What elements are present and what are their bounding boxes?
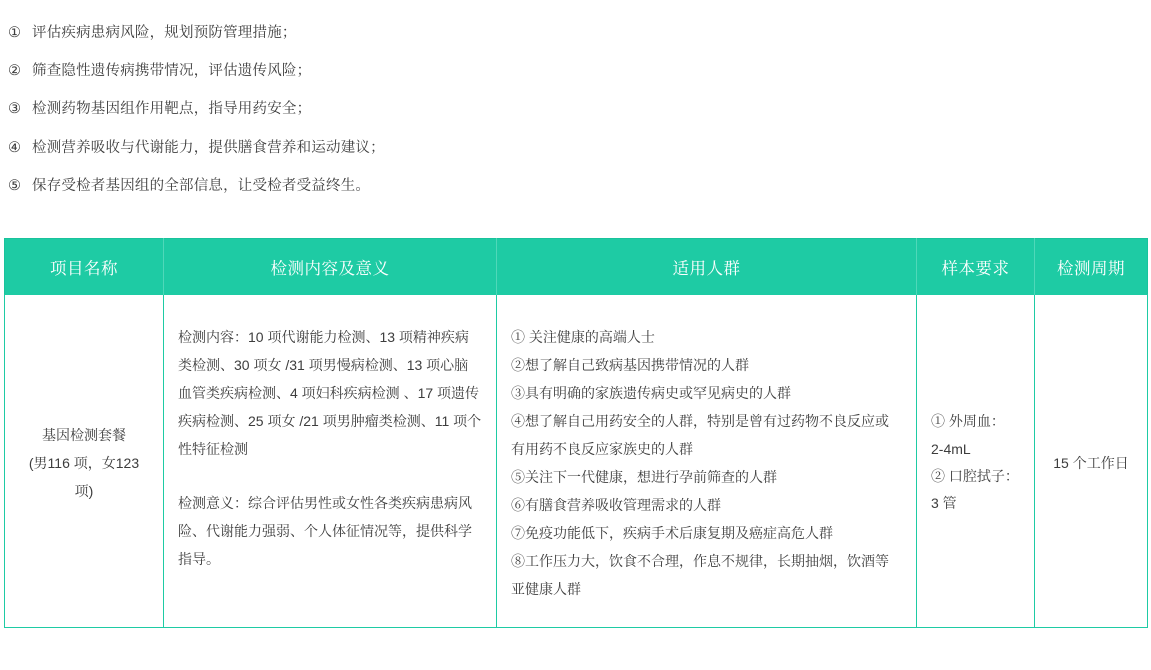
list-item-marker: ②	[8, 63, 22, 80]
column-header-cycle: 检测周期	[1035, 239, 1148, 295]
sample-line: 2-4mL	[931, 440, 971, 457]
list-item-text: 检测营养吸收与代谢能力，提供膳食营养和运动建议；	[32, 139, 385, 156]
package-table	[4, 238, 1148, 628]
sample-line: ① 外周血：	[931, 413, 1005, 430]
list-item	[8, 137, 1151, 160]
list-item-marker: ①	[8, 25, 22, 41]
target-group-item: ④想了解自己用药安全的人群，特别是曾有过药物不良反应或有用药不良反应家族史的人群	[511, 413, 889, 457]
target-group-item: ⑥有膳食营养吸收管理需求的人群	[511, 497, 721, 513]
list-item-text: 评估疾病患病风险，规划预防管理措施；	[32, 25, 297, 41]
cell-content	[164, 295, 497, 628]
content-detection-items: 检测内容：10 项代谢能力检测、13 项精神疾病类检测、30 项女 /31 项男慢病检测、13 项心脑血管类疾病检测、4 项妇科疾病检测 、17 项遗传疾病检测、25 项女 /21 项男肿瘤类检测、11 项个性特征检测	[178, 329, 482, 457]
package-table-wrapper	[4, 238, 1147, 628]
table-header-row	[5, 239, 1148, 295]
sample-line: ② 口腔拭子：	[931, 468, 1019, 484]
target-group-item: ⑦免疫功能低下，疾病手术后康复期及癌症高危人群	[511, 525, 833, 541]
list-item-marker: ⑤	[8, 177, 22, 194]
list-item-text: 保存受检者基因组的全部信息，让受检者受益终生。	[32, 177, 371, 194]
list-item-text: 检测药物基因组作用靶点，指导用药安全；	[32, 101, 312, 118]
target-group-item: ⑧工作压力大，饮食不合理，作息不规律，长期抽烟，饮酒等亚健康人群	[511, 553, 889, 597]
list-item-marker: ④	[8, 139, 22, 156]
list-item-text: 筛查隐性遗传病携带情况，评估遗传风险；	[32, 63, 312, 80]
target-group-item: ③具有明确的家族遗传病史或罕见病史的人群	[511, 385, 791, 401]
list-item-marker: ③	[8, 101, 22, 118]
column-header-project-name: 项目名称	[5, 239, 164, 295]
content-detection-meaning: 检测意义：综合评估男性或女性各类疾病患病风险、代谢能力强弱、个人体征情况等，提供科学指导。	[178, 495, 472, 567]
cell-project-name	[5, 295, 164, 628]
cell-detection-cycle: 15 个工作日	[1035, 295, 1148, 628]
list-item	[8, 60, 1151, 83]
sample-line: 3 管	[931, 495, 957, 512]
list-item	[8, 22, 1151, 45]
list-item	[8, 98, 1151, 121]
cell-sample-requirement	[917, 295, 1035, 628]
cell-target-group	[497, 295, 917, 628]
project-name-line-2: (男116 项，女123 项)	[28, 455, 140, 499]
target-group-item: ⑤关注下一代健康，想进行孕前筛查的人群	[511, 469, 777, 485]
target-group-item: ②想了解自己致病基因携带情况的人群	[511, 357, 749, 373]
project-name-line-1: 基因检测套餐	[42, 427, 126, 443]
column-header-sample: 样本要求	[917, 239, 1035, 295]
table-row	[5, 295, 1148, 628]
intro-list	[0, 0, 1151, 198]
column-header-target-group: 适用人群	[497, 239, 917, 295]
target-group-item: ① 关注健康的高端人士	[511, 329, 655, 345]
column-header-content: 检测内容及意义	[164, 239, 497, 295]
list-item	[8, 175, 1151, 198]
